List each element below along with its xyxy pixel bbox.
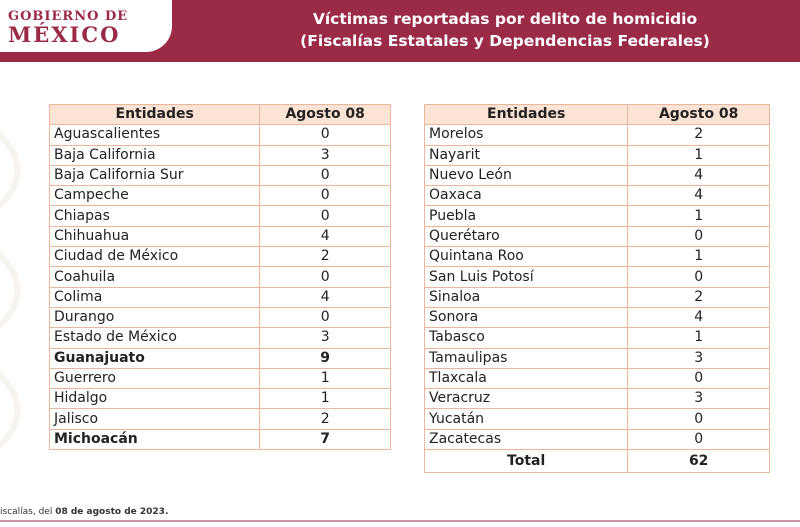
entity-cell: Baja California [50,145,260,165]
government-logo [0,0,172,52]
entity-cell: Campeche [50,186,260,206]
value-cell: 0 [260,206,391,226]
table-row [50,206,391,226]
entity-cell: Morelos [425,125,628,145]
value-cell: 1 [628,145,770,165]
value-cell: 0 [628,368,770,388]
table-row [425,186,770,206]
entity-cell: Quintana Roo [425,247,628,267]
table-row [50,125,391,145]
footnote-prefix: iscalías, del [0,507,56,517]
table-row [425,429,770,449]
entity-cell: Jalisco [50,409,260,429]
table-row [425,206,770,226]
table-row [425,226,770,246]
entity-cell: Sonora [425,307,628,327]
entity-cell: Yucatán [425,409,628,429]
entity-cell: Aguascalientes [50,125,260,145]
table-row [50,165,391,185]
entity-cell: Michoacán [50,429,260,449]
table-row [50,267,391,287]
table-row [425,348,770,368]
value-cell: 2 [628,125,770,145]
table-row [50,287,391,307]
table-row [425,307,770,327]
value-cell: 2 [628,287,770,307]
page-title [245,8,765,52]
value-cell: 0 [628,409,770,429]
entity-cell: Hidalgo [50,389,260,409]
entity-cell: Nuevo León [425,165,628,185]
table-row [50,307,391,327]
value-cell: 0 [628,226,770,246]
bottom-divider [0,520,800,522]
entity-cell: Baja California Sur [50,165,260,185]
entity-cell: Colima [50,287,260,307]
table-row [425,409,770,429]
table-row [425,368,770,388]
table-row [425,145,770,165]
value-cell: 2 [260,409,391,429]
entity-cell: Guerrero [50,368,260,388]
value-cell: 9 [260,348,391,368]
table-row [50,389,391,409]
value-cell: 1 [260,368,391,388]
title-line1: Víctimas reportadas por delito de homicidio [312,10,698,28]
entity-cell: San Luis Potosí [425,267,628,287]
value-cell: 7 [260,429,391,449]
table-row [50,247,391,267]
table-row [50,409,391,429]
entity-cell: Coahuila [50,267,260,287]
column-header-value: Agosto 08 [628,105,770,125]
table-row [50,226,391,246]
value-cell: 0 [628,267,770,287]
entity-cell: Chiapas [50,206,260,226]
table-row [425,247,770,267]
table-row [50,429,391,449]
entity-cell: Sinaloa [425,287,628,307]
table-header-row [50,105,391,125]
logo-line1: GOBIERNO DE [8,9,129,24]
value-cell: 4 [628,165,770,185]
column-header-entity: Entidades [425,105,628,125]
entity-cell: Tabasco [425,328,628,348]
value-cell: 1 [628,247,770,267]
value-cell: 2 [260,247,391,267]
entity-cell: Tamaulipas [425,348,628,368]
value-cell: 1 [628,328,770,348]
value-cell: 3 [260,328,391,348]
entity-cell: Oaxaca [425,186,628,206]
value-cell: 0 [260,186,391,206]
total-row [425,450,770,473]
entity-cell: Nayarit [425,145,628,165]
table-row [50,145,391,165]
value-cell: 3 [628,389,770,409]
source-footnote [0,507,168,517]
table-row [50,328,391,348]
column-header-value: Agosto 08 [260,105,391,125]
value-cell: 4 [260,226,391,246]
table-row [50,186,391,206]
logo-line2: MÉXICO [8,22,121,47]
value-cell: 4 [628,186,770,206]
value-cell: 4 [260,287,391,307]
table-row [425,328,770,348]
title-line2: (Fiscalías Estatales y Dependencias Federales) [300,32,710,50]
table-header-row [425,105,770,125]
entity-cell: Querétaro [425,226,628,246]
right-table [424,104,770,473]
table-row [425,389,770,409]
entity-cell: Estado de México [50,328,260,348]
table-row [425,267,770,287]
value-cell: 0 [260,307,391,327]
table-row [425,165,770,185]
value-cell: 1 [628,206,770,226]
value-cell: 4 [628,307,770,327]
entity-cell: Ciudad de México [50,247,260,267]
watermark-ornament-icon [0,110,40,490]
total-value: 62 [628,450,770,473]
value-cell: 0 [260,125,391,145]
value-cell: 3 [628,348,770,368]
entity-cell: Guanajuato [50,348,260,368]
table-row [425,125,770,145]
table-row [425,287,770,307]
table-row [50,348,391,368]
footnote-date: 08 de agosto de 2023. [55,507,169,517]
entity-cell: Puebla [425,206,628,226]
entity-cell: Veracruz [425,389,628,409]
left-table [49,104,391,450]
table-row [50,368,391,388]
total-label: Total [425,450,628,473]
entity-cell: Tlaxcala [425,368,628,388]
value-cell: 3 [260,145,391,165]
value-cell: 0 [260,267,391,287]
entity-cell: Durango [50,307,260,327]
entity-cell: Zacatecas [425,429,628,449]
column-header-entity: Entidades [50,105,260,125]
value-cell: 0 [260,165,391,185]
entity-cell: Chihuahua [50,226,260,246]
header-banner [0,0,800,62]
value-cell: 1 [260,389,391,409]
value-cell: 0 [628,429,770,449]
